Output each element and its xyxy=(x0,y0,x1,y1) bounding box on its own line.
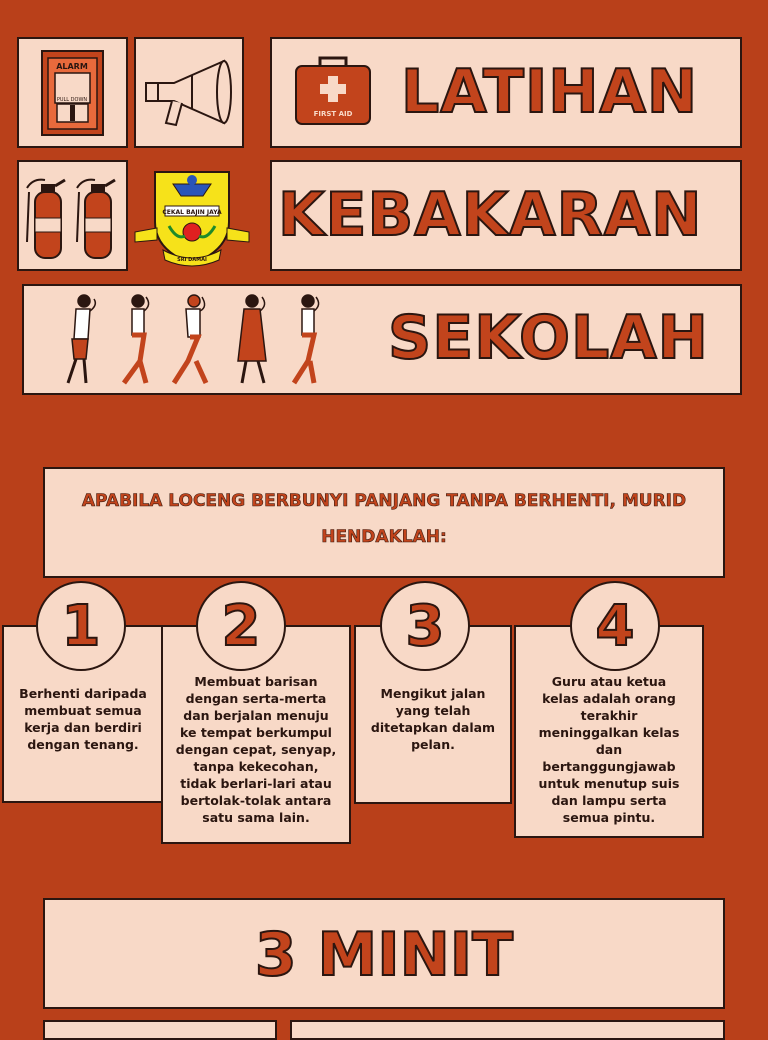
step-number-circle-3 xyxy=(380,581,470,671)
first-aid-kit-icon xyxy=(292,54,374,129)
time-box xyxy=(43,898,725,1009)
title-line-1: LATIHAN xyxy=(401,57,699,127)
logo-bottom-text: SRI DAMAI xyxy=(177,257,207,263)
first-aid-label: FIRST AID xyxy=(313,110,353,118)
megaphone-box xyxy=(134,37,244,148)
step-number-1: 1 xyxy=(61,593,101,659)
title-box-1 xyxy=(270,37,742,148)
title-box-2 xyxy=(270,160,742,271)
fire-alarm-icon xyxy=(19,39,126,146)
step-text-4: Guru atau ketua kelas adalah orang terakhir meninggalkan kelas dan bertanggungjawab untuk menutup suis dan lampu serta semua pintu. xyxy=(538,674,680,825)
step-number-2: 2 xyxy=(221,593,261,659)
alarm-label: ALARM xyxy=(56,62,88,71)
step-text-3: Mengikut jalan yang telah ditetapkan dalam pelan. xyxy=(370,686,496,752)
step-number-circle-2 xyxy=(196,581,286,671)
time-limit-text: 3 MINIT xyxy=(254,920,514,990)
bottom-card-left xyxy=(43,1020,277,1040)
title-line-2: KEBAKARAN xyxy=(278,180,703,250)
title-box-3 xyxy=(22,284,742,395)
step-text-2: Membuat barisan dengan serta-merta dan berjalan menuju ke tempat berkumpul dengan cepat, senyap, tanpa kekecohan, tidak berlari-lari atau bertolak-tolak antara satu sama lain. xyxy=(175,674,337,825)
step-number-4: 4 xyxy=(595,593,635,659)
megaphone-icon xyxy=(136,39,242,146)
step-number-3: 3 xyxy=(405,593,445,659)
evacuating-people-illustration xyxy=(38,291,328,391)
bottom-card-right xyxy=(290,1020,725,1040)
school-logo xyxy=(133,166,251,270)
step-number-circle-1 xyxy=(36,581,126,671)
extinguisher-logo-box xyxy=(17,160,128,271)
fire-extinguisher-icon xyxy=(19,162,126,269)
alarm-box xyxy=(17,37,128,148)
instruction-heading: APABILA LOCENG BERBUNYI PANJANG TANPA BERHENTI, MURID HENDAKLAH: xyxy=(81,491,687,547)
step-number-circle-4 xyxy=(570,581,660,671)
step-text-1: Berhenti daripada membuat semua kerja dan berdiri dengan tenang. xyxy=(19,686,147,752)
instruction-box xyxy=(43,467,725,578)
title-line-3: SEKOLAH xyxy=(388,303,709,373)
alarm-sub-label: PULL DOWN xyxy=(56,97,88,103)
logo-banner-text: CEKAL BAJIN JAYA xyxy=(162,209,222,216)
